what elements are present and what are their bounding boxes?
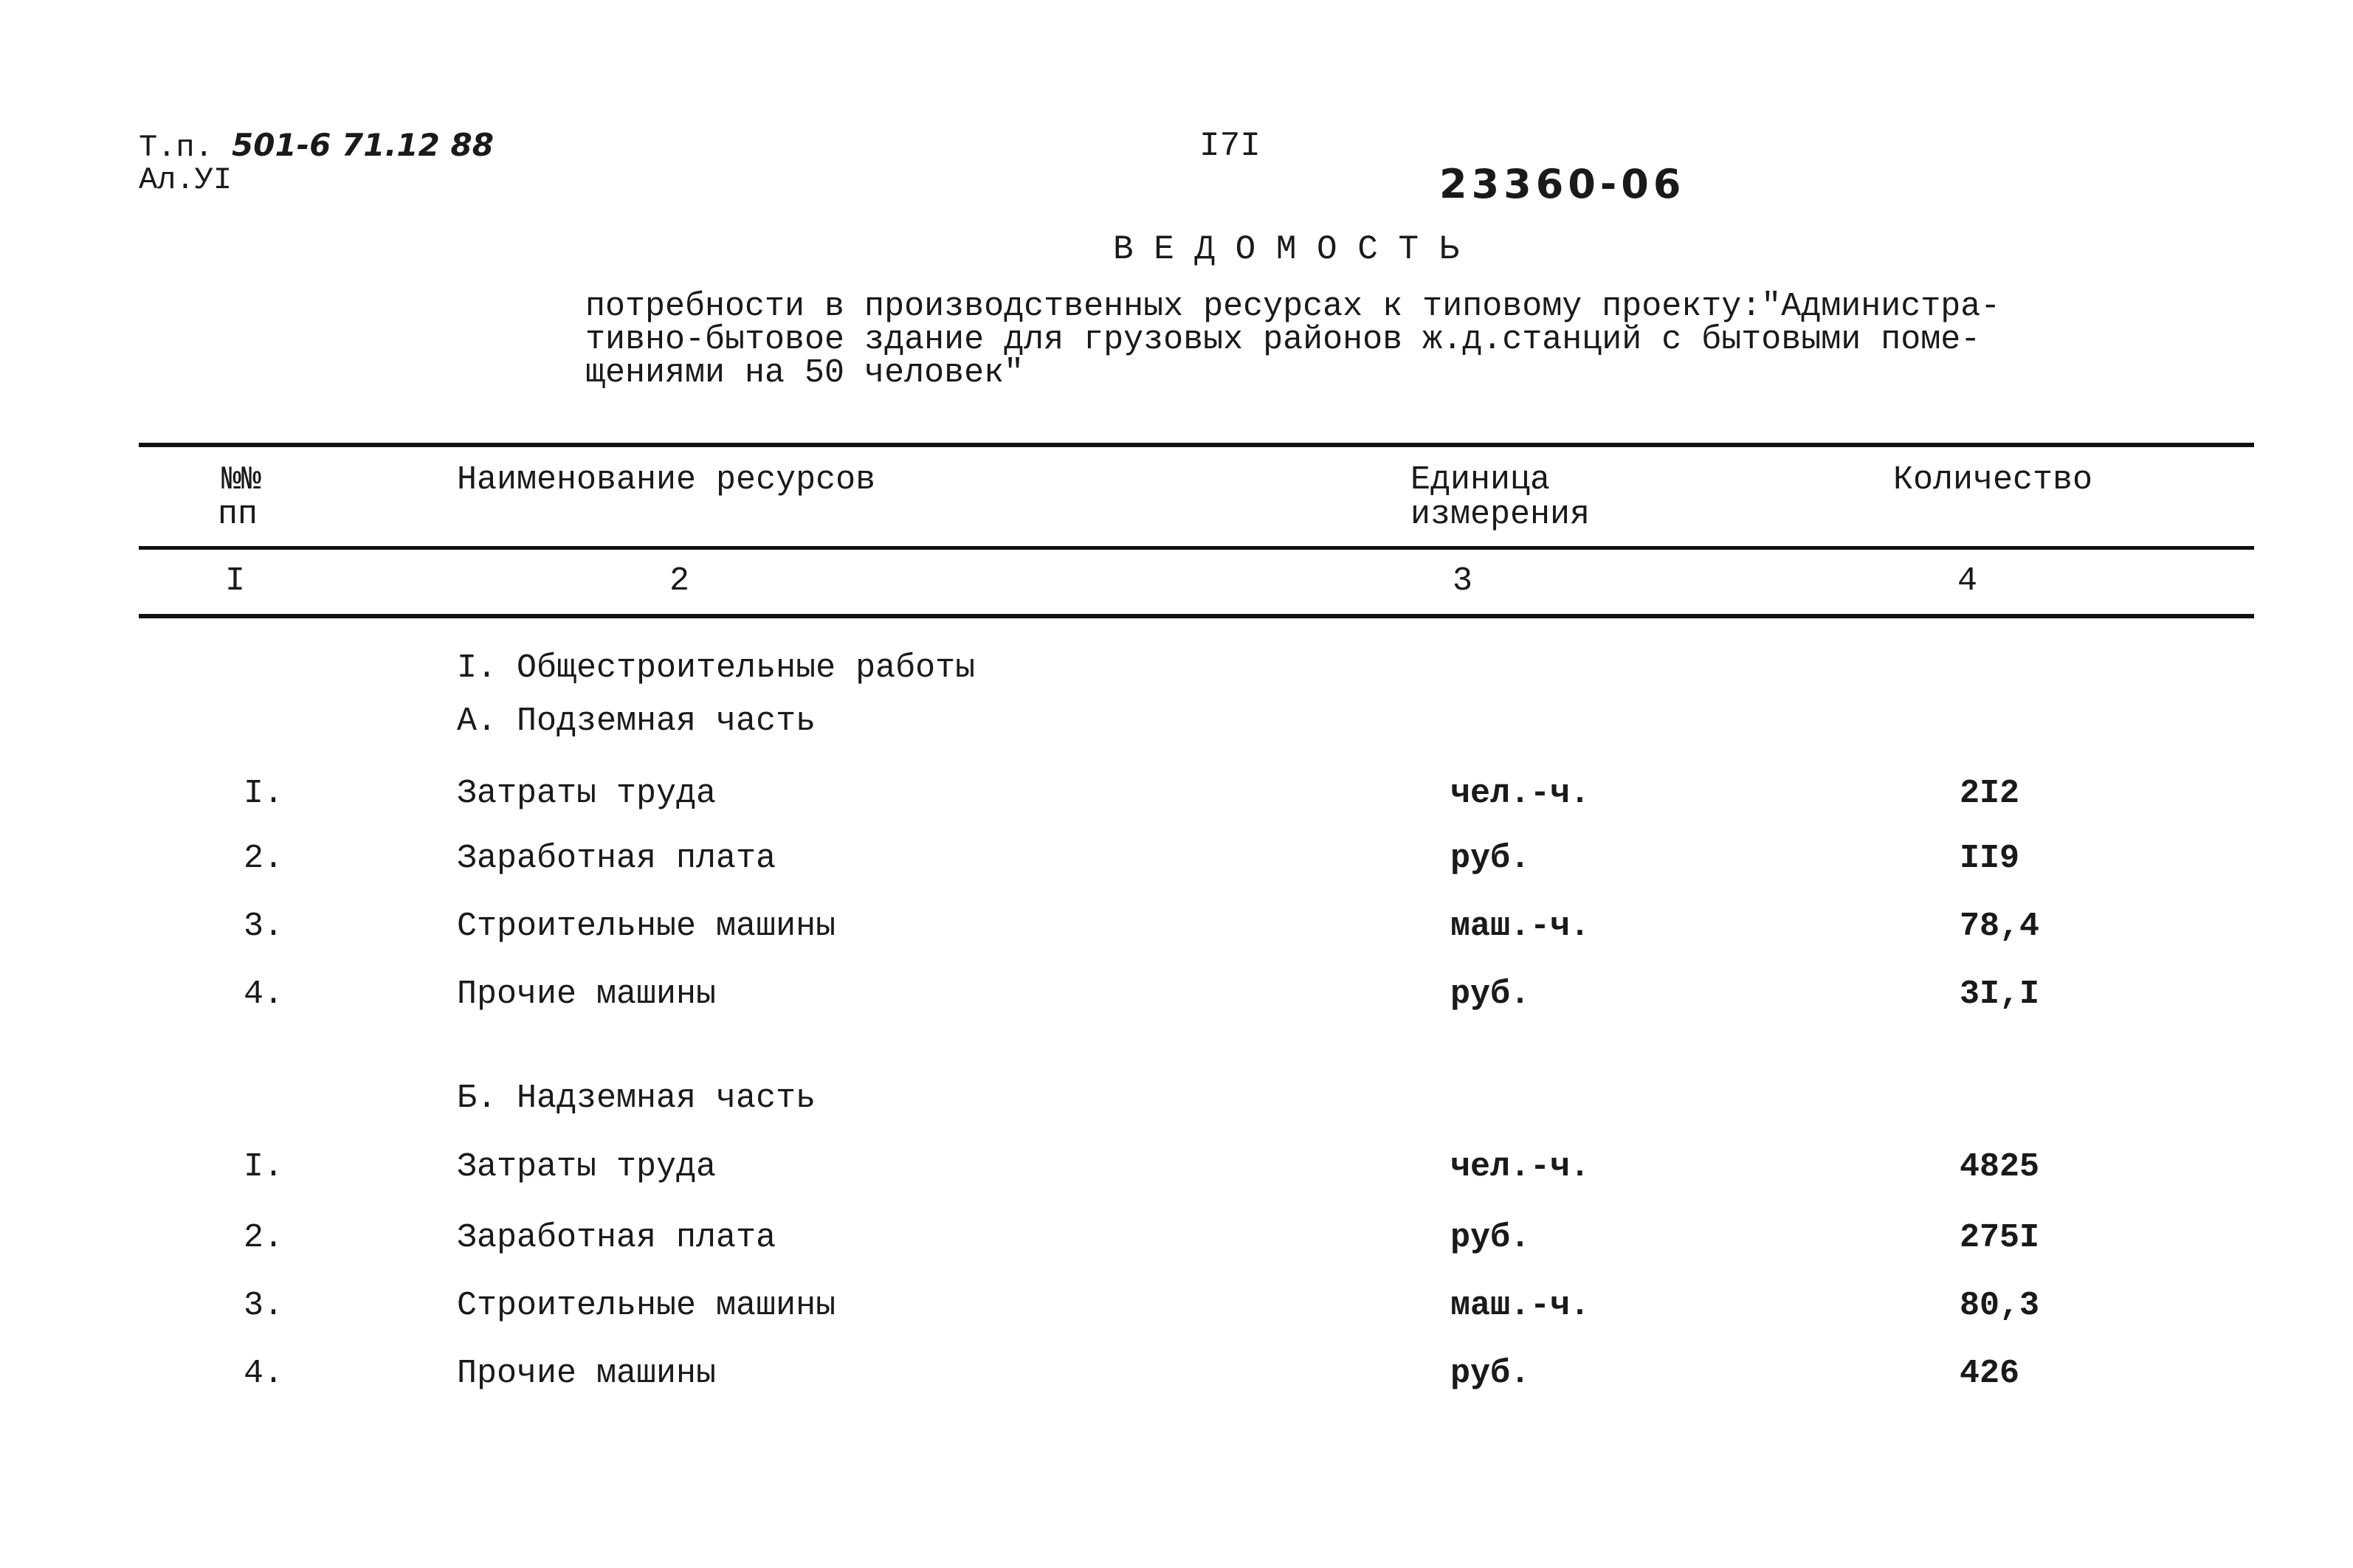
column-number: I [225,562,246,600]
row-unit: маш.-ч. [1450,908,1591,945]
subtitle-line: щениями на 50 человек" [585,354,1024,392]
document-code: 23360-06 [1439,161,1686,207]
row-qty: 80,3 [1960,1287,2040,1324]
row-number: I. [244,1148,284,1186]
row-name: Строительные машины [457,908,836,945]
row-number: 4. [244,1355,284,1392]
column-number: 4 [1957,562,1978,600]
row-qty: 426 [1960,1355,2020,1392]
header-name: Наименование ресурсов [457,461,876,499]
row-name: Заработная плата [457,840,776,877]
row-number: 2. [244,1219,284,1257]
header-unit-line2: измерения [1410,496,1591,533]
row-unit: маш.-ч. [1450,1287,1591,1324]
row-unit: руб. [1450,1219,1531,1257]
column-number: 3 [1453,562,1473,600]
subtitle-line: потребности в производственных ресурсах к типовому проекту:"Администра- [585,288,2001,325]
reference-handwritten: 501-6 71.12 88 [232,127,494,163]
row-unit: руб. [1450,975,1531,1013]
header-qty: Количество [1893,461,2093,499]
reference-prefix: Т.п. [139,130,213,165]
row-qty: 4825 [1960,1148,2040,1186]
group-title: Б. Надземная часть [457,1080,816,1117]
row-qty: II9 [1960,840,2020,877]
row-unit: руб. [1450,1355,1531,1392]
row-unit: чел.-ч. [1450,1148,1591,1186]
header-rule [139,546,2254,550]
row-name: Прочие машины [457,1355,717,1392]
row-number: 2. [244,840,284,877]
row-qty: 2I2 [1960,775,2020,812]
column-numbers-rule [139,614,2254,618]
row-number: 4. [244,975,284,1013]
column-number: 2 [669,562,690,600]
page-number: I7I [1199,127,1261,165]
row-name: Затраты труда [457,775,717,812]
row-qty: 78,4 [1960,908,2040,945]
row-name: Строительные машины [457,1287,836,1324]
table-top-rule [139,443,2254,447]
row-number: 3. [244,908,284,945]
group-title: А. Подземная часть [457,702,816,740]
row-number: I. [244,775,284,812]
document-title: В Е Д О М О С Т Ь [1113,230,1460,269]
subtitle-line: тивно-бытовое здание для грузовых районов ж.д.станций с бытовыми поме- [585,321,1981,359]
header-no-line2: пп [218,496,258,533]
header-unit-line1: Единица [1410,461,1551,499]
row-unit: чел.-ч. [1450,775,1591,812]
row-qty: 275I [1960,1219,2040,1257]
row-name: Затраты труда [457,1148,717,1186]
header-no-line1: №№ [221,461,262,499]
section-title: I. Общестроительные работы [457,649,976,687]
row-name: Заработная плата [457,1219,776,1257]
row-qty: 3I,I [1960,975,2040,1013]
reference-line-2: Ал.УI [139,162,232,198]
reference-line-1 [139,127,494,165]
row-number: 3. [244,1287,284,1324]
row-unit: руб. [1450,840,1531,877]
row-name: Прочие машины [457,975,717,1013]
